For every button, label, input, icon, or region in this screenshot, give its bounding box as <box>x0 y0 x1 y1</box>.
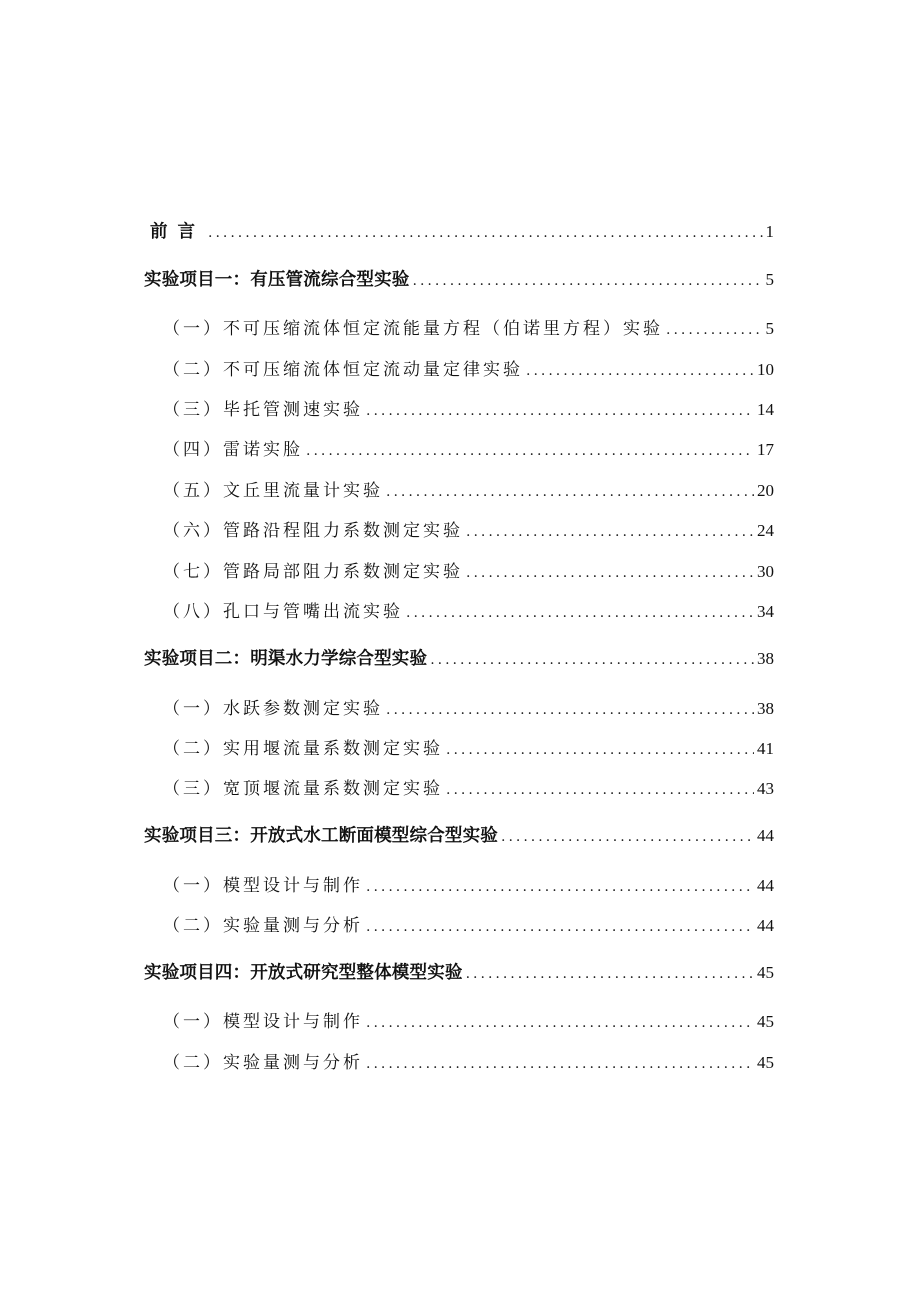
dot-leader <box>413 273 763 289</box>
toc-entry-4-2[interactable] <box>163 1048 774 1073</box>
toc-entry-title: （二）实验量测与分析 <box>163 916 363 936</box>
toc-entry-title: （二）不可压缩流体恒定流动量定律实验 <box>163 360 523 380</box>
toc-entry-1-6[interactable] <box>163 516 774 541</box>
dot-leader <box>366 919 754 935</box>
dot-leader <box>366 879 754 895</box>
toc-entry-title: 实验项目三：开放式水工断面模型综合型实验 <box>144 826 498 846</box>
toc-entry-project-4[interactable] <box>144 959 774 984</box>
toc-entry-1-7[interactable] <box>163 557 774 582</box>
dot-leader <box>466 524 754 540</box>
toc-entry-page: 24 <box>757 521 774 540</box>
toc-entry-title: 实验项目一：有压管流综合型实验 <box>144 270 410 290</box>
dot-leader <box>366 1015 754 1031</box>
toc-entry-title: （一）不可压缩流体恒定流能量方程（伯诺里方程）实验 <box>163 319 663 339</box>
toc-entry-title: （五）文丘里流量计实验 <box>163 481 383 501</box>
toc-entry-title: （一）模型设计与制作 <box>163 1012 363 1032</box>
dot-leader <box>466 565 754 581</box>
toc-entry-project-1[interactable] <box>144 266 774 291</box>
toc-entry-preface[interactable] <box>144 218 774 243</box>
toc-entry-title: （六）管路沿程阻力系数测定实验 <box>163 521 463 541</box>
toc-entry-1-1[interactable] <box>163 314 774 339</box>
dot-leader <box>526 363 754 379</box>
toc-entry-title: （二）实用堰流量系数测定实验 <box>163 739 443 759</box>
toc-entry-title: （四）雷诺实脸 <box>163 440 303 460</box>
dot-leader <box>501 829 754 845</box>
toc-entry-2-2[interactable] <box>163 734 774 759</box>
dot-leader <box>386 702 754 718</box>
toc-entry-page: 44 <box>757 826 774 845</box>
toc-entry-page: 5 <box>765 270 774 289</box>
toc-entry-title: （三）毕托管测速实验 <box>163 400 363 420</box>
toc-entry-4-1[interactable] <box>163 1007 774 1032</box>
toc-entry-page: 45 <box>757 1012 774 1031</box>
toc-entry-page: 45 <box>757 963 774 982</box>
dot-leader <box>666 322 763 338</box>
dot-leader <box>446 782 754 798</box>
toc-entry-1-4[interactable] <box>163 435 774 460</box>
toc-entry-2-3[interactable] <box>163 774 774 799</box>
dot-leader <box>466 966 754 982</box>
toc-entry-page: 38 <box>757 699 774 718</box>
toc-entry-page: 30 <box>757 562 774 581</box>
toc-entry-page: 20 <box>757 481 774 500</box>
dot-leader <box>366 403 754 419</box>
toc-entry-title: 前言 <box>150 222 205 242</box>
toc-entry-3-1[interactable] <box>163 871 774 896</box>
toc-entry-title: （二）实验量测与分析 <box>163 1053 363 1073</box>
toc-entry-page: 1 <box>765 222 774 241</box>
toc-entry-page: 17 <box>757 440 774 459</box>
toc-entry-3-2[interactable] <box>163 911 774 936</box>
toc-entry-project-3[interactable] <box>144 822 774 847</box>
toc-entry-page: 10 <box>757 360 774 379</box>
toc-entry-title: （一）水跃参数测定实验 <box>163 699 383 719</box>
dot-leader <box>446 742 754 758</box>
toc-entry-title: 实验项目二：明渠水力学综合型实验 <box>144 649 428 669</box>
toc-entry-page: 45 <box>757 1053 774 1072</box>
toc-entry-page: 5 <box>765 319 774 338</box>
toc-entry-page: 34 <box>757 602 774 621</box>
toc-entry-page: 44 <box>757 916 774 935</box>
toc-entry-1-2[interactable] <box>163 355 774 380</box>
dot-leader <box>306 443 754 459</box>
toc-entry-page: 43 <box>757 779 774 798</box>
toc-entry-title: （八）孔口与管嘴出流实验 <box>163 602 403 622</box>
dot-leader <box>366 1056 754 1072</box>
dot-leader <box>386 484 754 500</box>
toc-entry-title: （三）宽顶堰流量系数测定实验 <box>163 779 443 799</box>
toc-entry-title: （一）模型设计与制作 <box>163 876 363 896</box>
toc-entry-page: 41 <box>757 739 774 758</box>
toc-entry-1-8[interactable] <box>163 597 774 622</box>
toc-entry-page: 38 <box>757 649 774 668</box>
toc-entry-title: 实验项目四：开放式研究型整体模型实验 <box>144 963 463 983</box>
toc-entry-page: 14 <box>757 400 774 419</box>
toc-entry-2-1[interactable] <box>163 694 774 719</box>
toc-entry-page: 44 <box>757 876 774 895</box>
toc-entry-1-3[interactable] <box>163 395 774 420</box>
dot-leader <box>430 652 754 668</box>
toc-entry-1-5[interactable] <box>163 476 774 501</box>
toc-entry-project-2[interactable] <box>144 645 774 670</box>
dot-leader <box>208 225 763 241</box>
toc-entry-title: （七）管路局部阻力系数测定实验 <box>163 562 463 582</box>
dot-leader <box>406 605 754 621</box>
